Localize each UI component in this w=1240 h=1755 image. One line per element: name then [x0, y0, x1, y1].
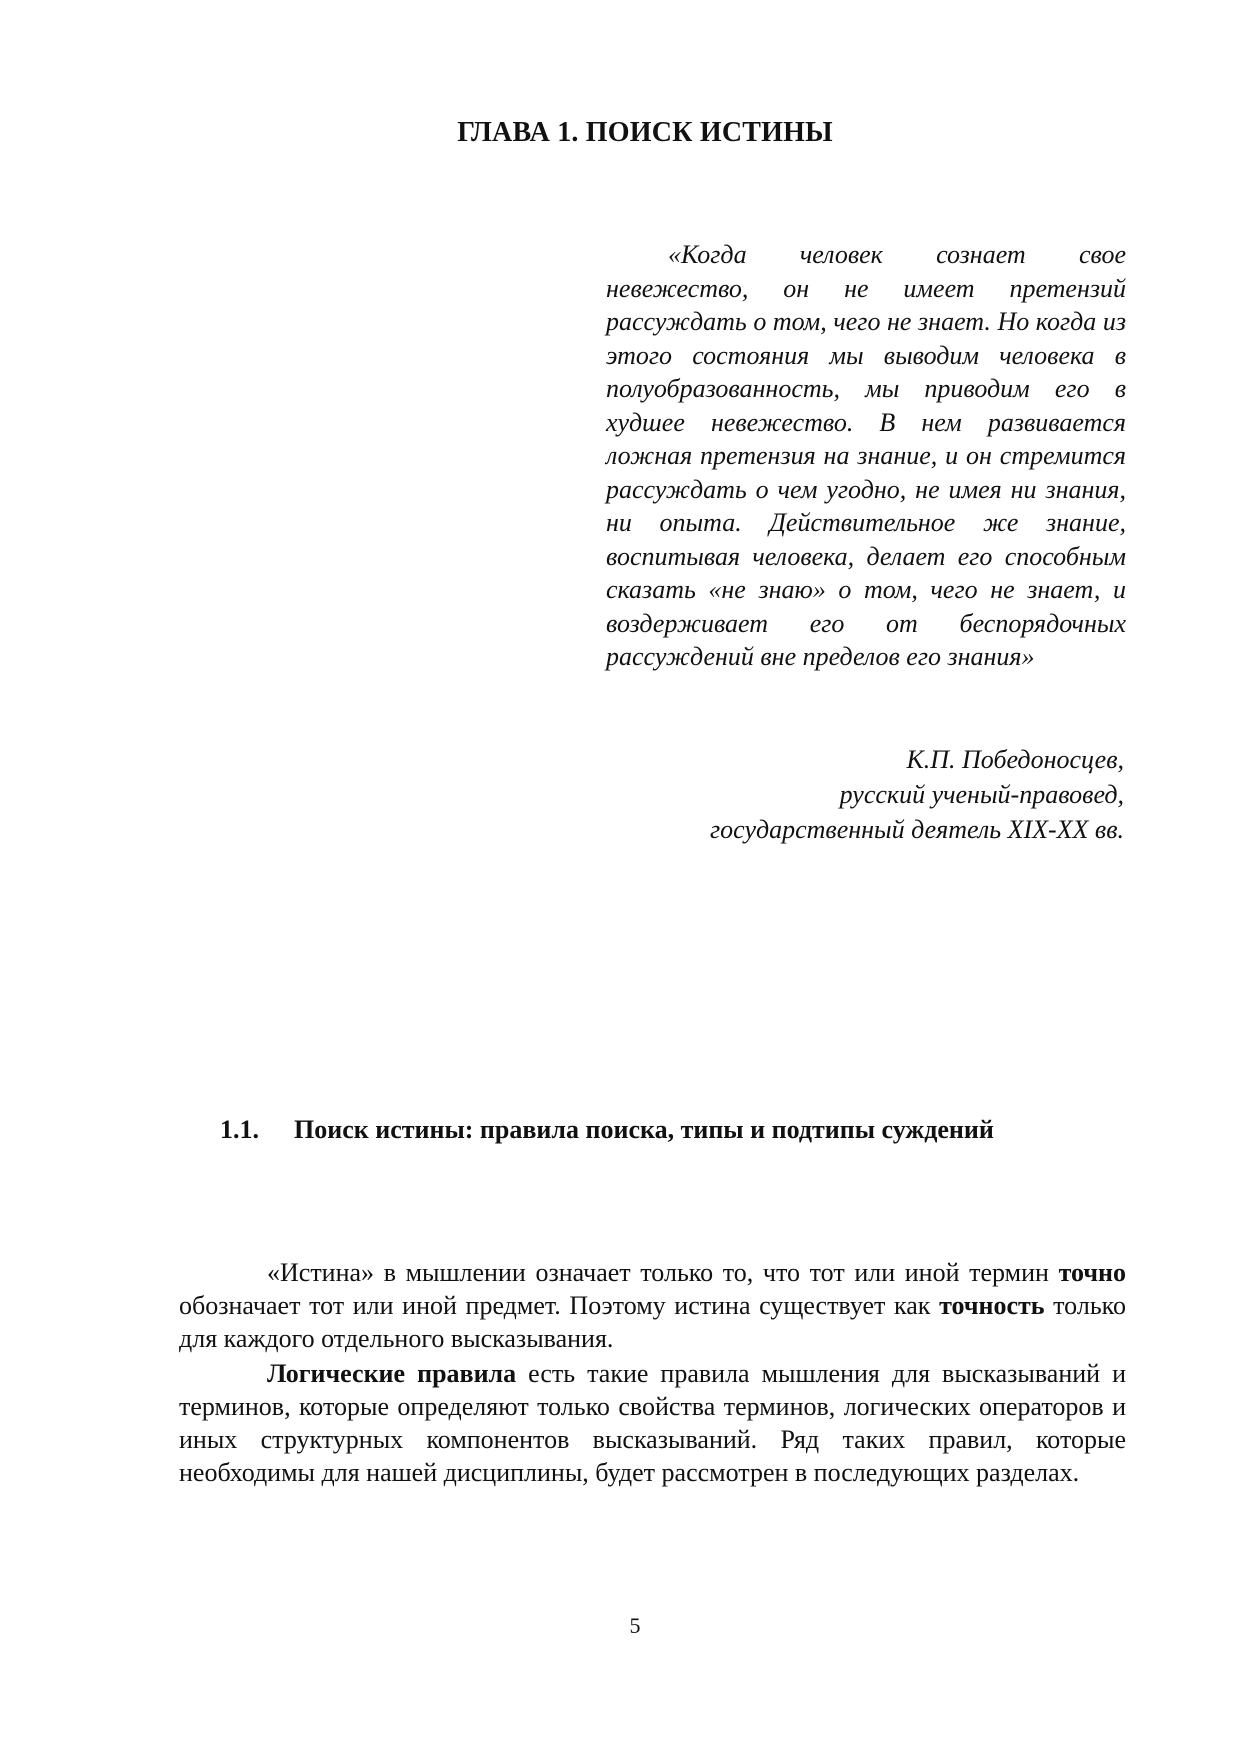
term-logical-rules: Логические правила: [267, 1359, 517, 1388]
paragraph-1-text-c: только для каждого отдельного высказывания.: [179, 1291, 1126, 1353]
epigraph-attribution: [524, 742, 1124, 847]
epigraph-quote: «Когда человек сознает свое невежество, он не имеет претензий рассуждать о том, чего не знает. Но когда из этого состояния мы выводим человека в полуобразованность, мы приводим его в худшее невежество. В нем развивается ложная претензия на знание, и он стремится рассуждать о чем угодно, не имея ни знания, ни опыта. Действительное же знание, воспитывая человека, делает его способным сказать «не знаю» о том, чего не знает, и воздерживает его от беспорядочных рассуждений вне пределов его знания»: [606, 240, 1126, 671]
term-tochnost: точность: [939, 1291, 1045, 1320]
paragraph-2: [179, 1357, 1126, 1489]
page-number: 5: [629, 1613, 641, 1638]
section-number: 1.1.: [220, 1115, 259, 1144]
body-text: [179, 1256, 1126, 1491]
paragraph-1-text-b: обозначает тот или иной предмет. Поэтому истина существует как: [179, 1291, 940, 1320]
section-heading: [220, 1115, 994, 1145]
epigraph-author-role: русский ученый-правовед,: [839, 780, 1124, 809]
epigraph-author: К.П. Победоносцев,: [906, 745, 1124, 774]
epigraph-author-position: государственный деятель XIX-XX вв.: [709, 815, 1124, 844]
section-title: Поиск истины: правила поиска, типы и подтипы суждений: [294, 1115, 994, 1144]
paragraph-2-text: есть такие правила мышления для высказываний и терминов, которые определяют только свойства терминов, логических операторов и иных структурных компонентов высказываний. Ряд таких правил, которые необходимы для нашей дисциплины, будет рассмотрен в последующих разделах.: [179, 1359, 1126, 1487]
paragraph-1: [179, 1256, 1126, 1355]
chapter-title: ГЛАВА 1. ПОИСК ИСТИНЫ: [457, 117, 833, 148]
term-tochno: точно: [1058, 1258, 1126, 1287]
paragraph-1-text-a: «Истина» в мышлении означает только то, что тот или иной термин: [267, 1258, 1059, 1287]
